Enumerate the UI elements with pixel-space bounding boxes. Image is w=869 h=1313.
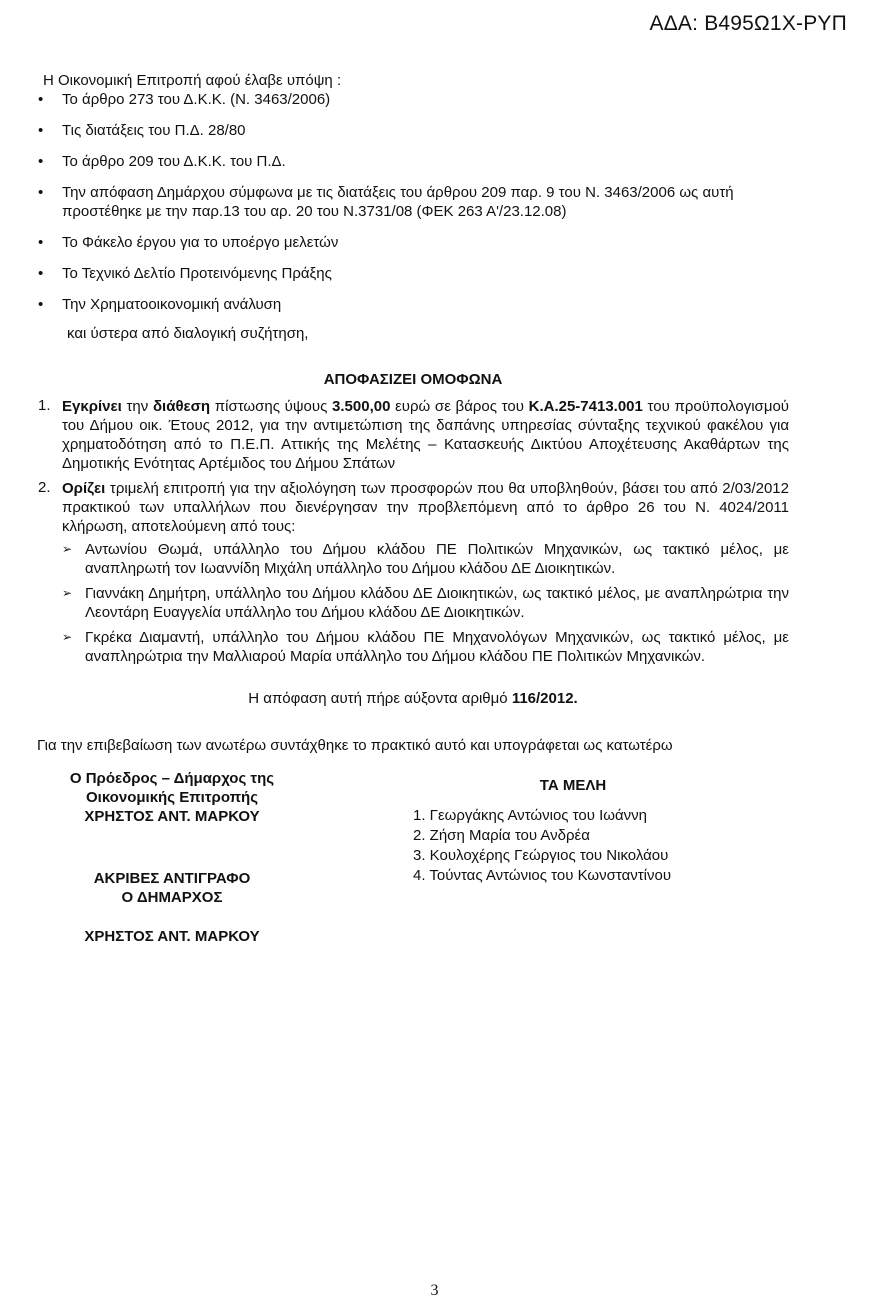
allocation-word: διάθεση [152, 398, 211, 415]
members-title: ΤΑ ΜΕΛΗ [539, 777, 607, 794]
committee-members-list [62, 540, 789, 666]
members-list [413, 806, 783, 886]
true-copy-signature [37, 869, 307, 946]
member-item: 1. Γεωργάκης Αντώνιος του Ιωάννη [413, 807, 648, 824]
arrow-bullet-icon: ➢ [62, 586, 73, 600]
amount: 3.500,00 [332, 398, 391, 415]
mayor-name: ΧΡΗΣΤΟΣ ΑΝΤ. ΜΑΡΚΟΥ [84, 928, 260, 945]
approves-word: Εγκρίνει [62, 398, 122, 415]
consideration-item: • Το Φάκελο έργου για το υποέργο μελετών [37, 233, 789, 252]
text-fragment: την [121, 398, 153, 415]
verification-text: Για την επιβεβαίωση των ανωτέρω συντάχθηκε το πρακτικό αυτό και υπογράφεται ως κατωτέρω [37, 737, 673, 754]
signatures-block [37, 763, 789, 953]
committee-member [62, 628, 789, 666]
considerations-list [37, 90, 789, 314]
true-copy-title: ΑΚΡΙΒΕΣ ΑΝΤΙΓΡΑΦΟ [93, 870, 251, 887]
chair-name: ΧΡΗΣΤΟΣ ΑΝΤ. ΜΑΡΚΟΥ [84, 808, 260, 825]
decision-number-value: 116/2012. [511, 690, 578, 707]
decision-number-line [37, 689, 789, 708]
committee-member-text: Γκρέκα Διαμαντή, υπάλληλο του Δήμου κλάδου ΠΕ Μηχανολόγων Μηχανικών, ως τακτικό μέλος, με αναπληρώτρια την Μαλλιαρού Μαρία υπάλληλο του Δήμου κλάδου ΠΕ Πολιτικών Μηχανικών. [85, 629, 789, 665]
member-item: 2. Ζήση Μαρία του Ανδρέα [413, 827, 590, 844]
arrow-bullet-icon: ➢ [62, 630, 73, 644]
decision-heading: ΑΠΟΦΑΣΙΖΕΙ ΟΜΟΦΩΝΑ [323, 371, 503, 388]
after-discussion-text: και ύστερα από διαλογική συζήτηση, [67, 325, 309, 342]
consideration-item: • Τις διατάξεις του Π.Δ. 28/80 [37, 121, 789, 140]
consideration-item: • Την Χρηματοοικονομική ανάλυση [37, 295, 789, 314]
decision-text [62, 479, 789, 536]
members-signature [413, 763, 783, 886]
text-fragment: Η απόφαση αυτή πήρε αύξοντα αριθμό [248, 690, 512, 707]
budget-code: Κ.Α.25-7413.001 [528, 398, 643, 415]
decision-number: 2. [38, 479, 51, 496]
chair-title-line: Ο Πρόεδρος – Δήμαρχος της [69, 770, 275, 787]
arrow-bullet-icon: ➢ [62, 542, 73, 556]
chair-title-line: Οικονομικής Επιτροπής [85, 789, 259, 806]
member-item: 3. Κουλοχέρης Γεώργιος του Νικολάου [413, 847, 669, 864]
ada-code: ΑΔΑ: Β495Ω1Χ-ΡΥΠ [649, 12, 847, 35]
mayor-title: Ο ΔΗΜΑΡΧΟΣ [121, 889, 223, 906]
committee-member [62, 540, 789, 578]
page-number: 3 [430, 1282, 439, 1299]
sets-word: Ορίζει [62, 480, 106, 497]
consideration-item: • Το Τεχνικό Δελτίο Προτεινόμενης Πράξης [37, 264, 789, 283]
decision-number: 1. [38, 397, 51, 414]
intro-text: Η Οικονομική Επιτροπή αφού έλαβε υπόψη : [43, 72, 342, 89]
member-item: 4. Τούντας Αντώνιος του Κωνσταντίνου [413, 867, 672, 884]
consideration-item: • Το άρθρο 209 του Δ.Κ.Κ. του Π.Δ. [37, 152, 789, 171]
text-fragment: του προϋπολογισμού του Δήμου οικ. Έτους 2012, για την αντιμετώπιση της δαπάνης υπηρεσίας σύνταξης τεχνικού φακέλου για χρηματοδότηση από το Π.Ε.Π. Αττικής της Μελέτης – Κατασκευής Δικτύου Αποχέτευσης Ακαθάρτων της Δημοτικής Ενότητας Αρτέμιδος του Δήμου Σπάτων [62, 398, 790, 472]
text-fragment: ευρώ σε βάρος του [390, 398, 529, 415]
text-fragment: πίστωσης ύψους [210, 398, 333, 415]
consideration-item: • Το άρθρο 273 του Δ.Κ.Κ. (Ν. 3463/2006) [37, 90, 789, 109]
committee-member [62, 584, 789, 622]
decision-item-2 [37, 479, 789, 666]
text-fragment: τριμελή επιτροπή για την αξιολόγηση των προσφορών που θα υποβληθούν, βάσει του από 2/03/2012 πρακτικού των υπαλλήλων που διενέργησαν την προβλεπόμενη από το άρθρο 26 του Ν. 4024/2011 κλήρωση, αποτελούμενη από τους: [62, 480, 789, 535]
decision-text [62, 397, 789, 473]
decision-list [37, 397, 789, 666]
document-body [37, 71, 789, 953]
consideration-item: • Την απόφαση Δημάρχου σύμφωνα με τις διατάξεις του άρθρου 209 παρ. 9 του Ν. 3463/2006 ως αυτή προστέθηκε με την παρ.13 του αρ. 20 του Ν.3731/08 (ΦΕΚ 263 Α'/23.12.08) [37, 183, 789, 221]
chair-signature [37, 769, 307, 826]
committee-member-text: Γιαννάκη Δημήτρη, υπάλληλο του Δήμου κλάδου ΔΕ Διοικητικών, ως τακτικό μέλος, με αναπληρώτρια την Λεοντάρη Ευαγγελία υπάλληλο του Δήμου κλάδου ΔΕ Διοικητικών. [85, 585, 789, 621]
committee-member-text: Αντωνίου Θωμά, υπάλληλο του Δήμου κλάδου ΠΕ Πολιτικών Μηχανικών, ως τακτικό μέλος, με αναπληρωτή τον Ιωαννίδη Μιχάλη υπάλληλο του Δήμου κλάδου ΔΕ Διοικητικών. [85, 541, 789, 577]
decision-item-1 [37, 397, 789, 473]
